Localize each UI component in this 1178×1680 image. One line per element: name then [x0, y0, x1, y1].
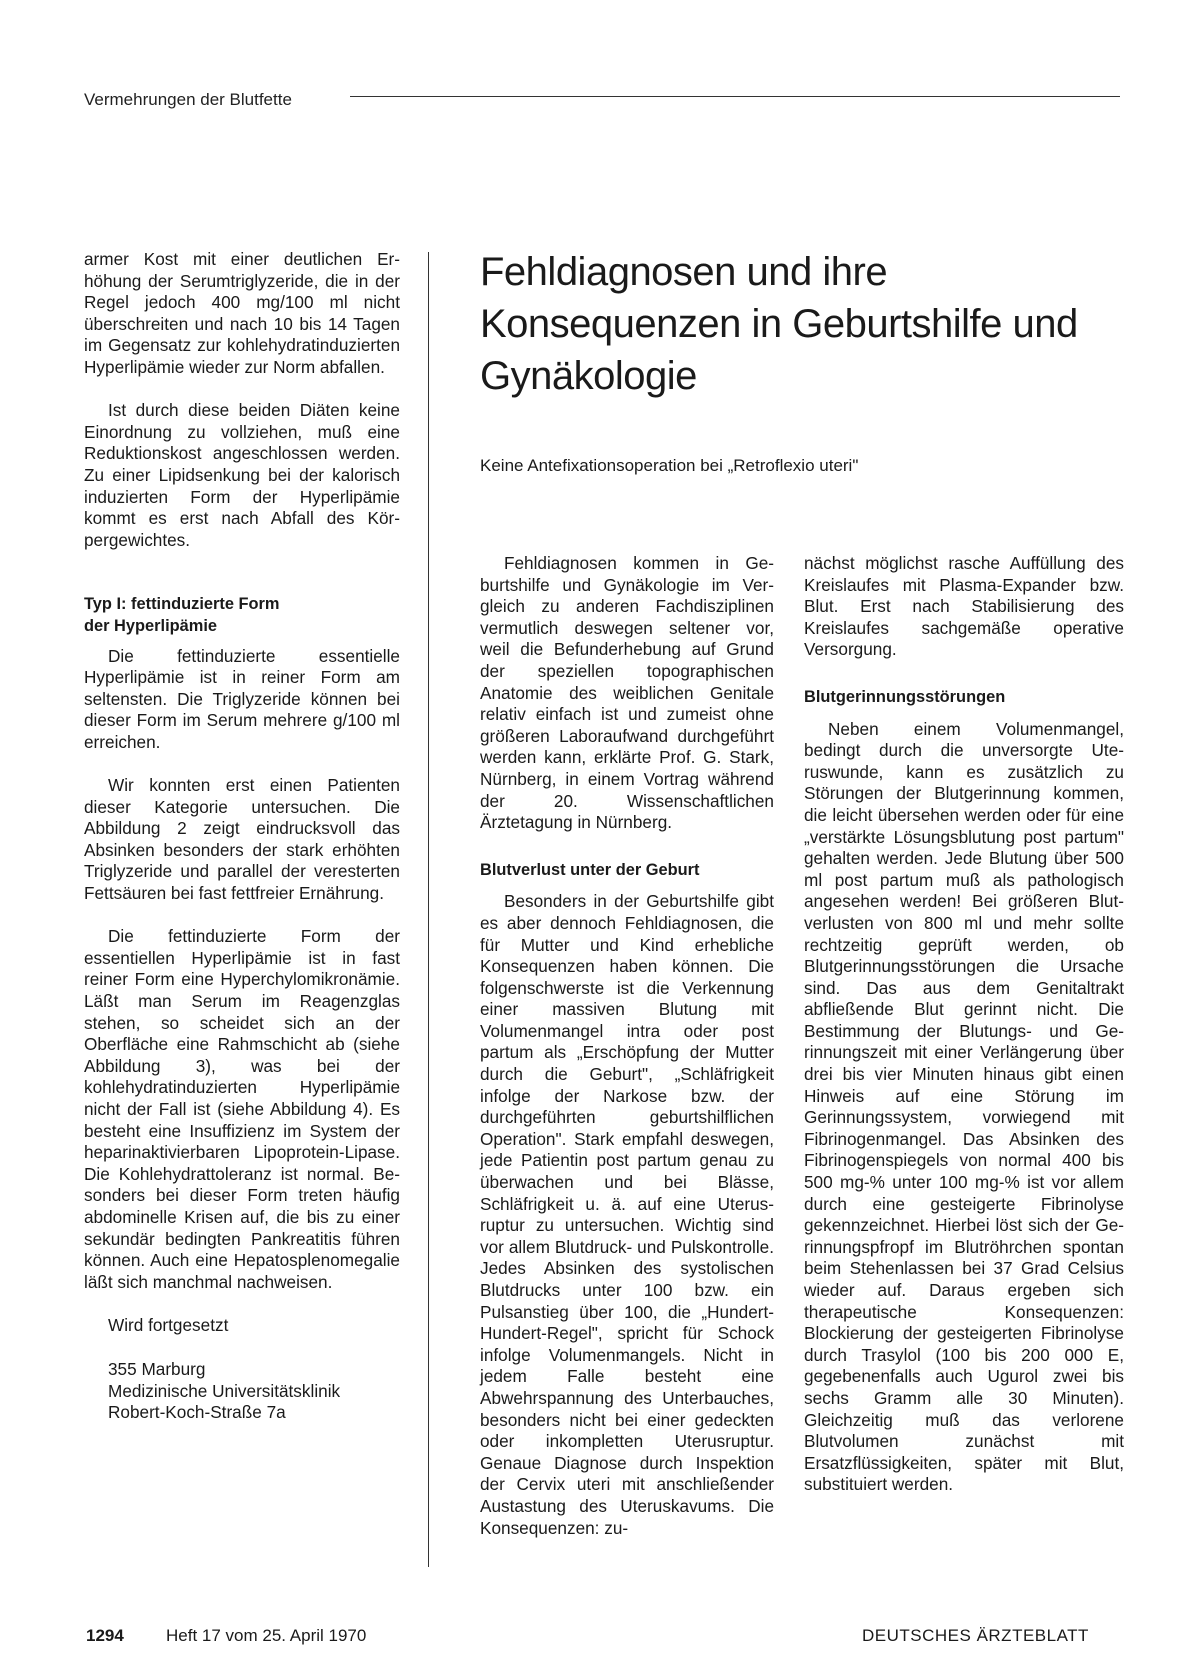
journal-name: DEUTSCHES ÄRZTEBLATT — [862, 1626, 1089, 1645]
left-paragraph-4: Wir konnten erst einen Patienten dieser Kategorie untersuchen. Die Abbildung 2 zeigt eindrucksvoll das Absinken besonders der stark erhöhten Triglyzeride und parallel der veresterten Fettsäuren bei fast fettfreier Ernährung. — [84, 775, 400, 904]
issue-line: Heft 17 vom 25. April 1970 — [166, 1626, 367, 1645]
left-heading-line-1: Typ I: fettinduzierte Form — [84, 595, 280, 614]
middle-heading-blutverlust: Blutverlust unter der Geburt — [480, 860, 700, 879]
column-rule — [428, 252, 429, 1567]
left-paragraph-1: armer Kost mit einer deutlichen Erhöhung der Serumtriglyzeride, die in der Regel jedoch 400 mg/100 ml nicht überschreiten und nach 10 bis 14 Tagen im Gegensatz zur kohlehydratinduzierten Hyperlipämie wieder zur Norm abfallen. — [84, 249, 400, 377]
left-paragraph-2: Ist durch diese beiden Diäten keine Einordnung zu vollziehen, muß eine Reduktionskost angeschlossen werden. Zu einer Lipidsenkung bei der kalorisch induzierten Form der Hyperlipämie kommt es erst nach Abfall des Körpergewichtes. — [84, 400, 400, 550]
running-head: Vermehrungen der Blutfette — [84, 90, 292, 109]
left-heading-typ-1 — [84, 594, 400, 637]
address-line-3: Robert-Koch-Straße 7a — [108, 1402, 286, 1423]
right-paragraph-2: Neben einem Volumenmangel, bedingt durch die unversorgte Uteruswunde, kann es zusätzlich zu Störungen der Blutgerinnung kommen, die leicht übersehen werden oder für eine „verstärkte Lösungsblutung post partum" gehalten werden. Jede Blutung über 500 ml post partum muß als pathologisch angesehen werden! Bei größeren Blutverlusten von 800 ml und mehr sollte rechtzeitig geprüft werden, ob Blutgerinnungsstörungen die Ursache sind. Das aus dem Genitaltrakt abfließende Blut gerinnt nicht. Die Bestimmung der Blutungs- und Gerinnungszeit mit einer Verlängerung über drei bis vier Minuten hinaus gibt einen Hinweis auf eine Störung im Gerinnungssystem, vorwiegend mit Fibrinogenmangel. Das Absinken des Fibrinogenspiegels von normal 400 bis 500 mg-% unter 100 mg-% ist vor allem durch eine gesteigerte Fibrinolyse gekennzeichnet. Hierbei löst sich der Gerinnungspfropf im Blutröhrchen spontan beim Stehenlassen bei 37 Grad Celsius wieder auf. Daraus ergeben sich therapeutische Konsequenzen: Blockierung der gesteigerten Fibrinolyse durch Trasylol (100 bis 200 000 E, gegebenenfalls auch Ugurol zwei bis sechs Gramm alle 30 Minuten). Gleichzeitig muß das verlorene Blutvolumen zunächst mit Ersatzflüssigkeiten, später mit Blut, substituiert werden. — [804, 718, 1124, 1495]
header-rule — [350, 96, 1120, 97]
middle-paragraph-1: Fehldiagnosen kommen in Geburtshilfe und Gynäkologie im Vergleich zu anderen Fachdisziplinen vermutlich deswegen seltener vor, weil die Befunderhebung auf Grund der speziellen topographischen Anatomie des weiblichen Genitale relativ einfach ist und zumeist ohne größeren Laboraufwand durchgeführt werden kann, erklärte Prof. G. Stark, Nürnberg, in einem Vortrag während der 20. Wissenschaftlichen Ärztetagung in Nürnberg. — [480, 553, 774, 833]
page-number: 1294 — [86, 1626, 124, 1645]
left-heading-line-2: der Hyperlipämie — [84, 616, 217, 635]
right-heading-blutgerinnung: Blutgerinnungsstörungen — [804, 687, 1006, 706]
address-line-1: 355 Marburg — [108, 1358, 206, 1379]
middle-paragraph-2: Besonders in der Geburtshilfe gibt es aber dennoch Fehldiagnosen, die für Mutter und Kind erhebliche Konsequenzen haben können. Die folgenschwerste ist die Verkennung einer massiven Blutung mit Volumenmangel intra oder post partum als „Erschöpfung der Mutter durch die Geburt", „Schläfrigkeit infolge der Narkose bzw. der durchgeführten geburtshilflichen Operation". Stark empfahl deswegen, jede Patientin post partum genau zu überwachen und bei Blässe, Schläfrigkeit u. ä. auf eine Uterusruptur zu untersuchen. Wichtig sind vor allem Blutdruck- und Pulskontrolle. Jedes Absinken des systolischen Blutdrucks unter 100 bzw. ein Pulsanstieg über 100, die „Hundert-Hundert-Regel", spricht für Schock infolge Volumenmangels. Nicht in jedem Falle besteht eine Abwehrspannung des Unterbauches, besonders nicht bei einer gedeckten oder inkompletten Uterusruptur. Genaue Diagnose durch Inspektion der Cervix uteri mit anschließender Austastung des Uteruskavums. Die Konsequenzen: zu- — [480, 891, 774, 1538]
left-paragraph-5: Die fettinduzierte Form der essentiellen Hyperlipämie ist in fast reiner Form eine Hyperchylomikronämie. Läßt man Serum im Reagenzglas stehen, so scheidet sich an der Oberfläche eine Rahmschicht ab (siehe Abbildung 3), was bei der kohlehydratinduzierten Hyperlipämie nicht der Fall ist (siehe Abbildung 4). Es besteht eine Insuffizienz im System der heparinaktivierbaren Lipoprotein-Lipase. Die Kohlehydrattoleranz ist normal. Besonders bei dieser Form treten häufig abdominelle Krisen auf, die bis zu einer sekundär bedingten Pankreatitis führen können. Auch eine Hepatosplenomegalie läßt sich manchmal nachweisen. — [84, 926, 400, 1292]
continued-note: Wird fortgesetzt — [108, 1315, 229, 1336]
left-paragraph-3: Die fettinduzierte essentielle Hyperlipämie ist in reiner Form am seltensten. Die Triglyzeride können bei dieser Form im Serum mehrere g/100 ml erreichen. — [84, 645, 400, 752]
address-line-2: Medizinische Universitätsklinik — [108, 1380, 341, 1401]
middle-column — [480, 553, 774, 1539]
right-paragraph-1: nächst möglichst rasche Auffüllung des Kreislaufes mit Plasma-Expander bzw. Blut. Erst nach Stabilisierung des Kreislaufes sachgemäße operative Versorgung. — [804, 553, 1124, 660]
author-address — [84, 1359, 400, 1424]
right-column — [804, 553, 1124, 1496]
article-title: Fehldiagnosen und ihre Konsequenzen in Geburtshilfe und Gynäkologie — [480, 250, 1078, 398]
left-column — [84, 249, 400, 1424]
article-subtitle: Keine Antefixationsoperation bei „Retroflexio uteri" — [480, 456, 859, 475]
